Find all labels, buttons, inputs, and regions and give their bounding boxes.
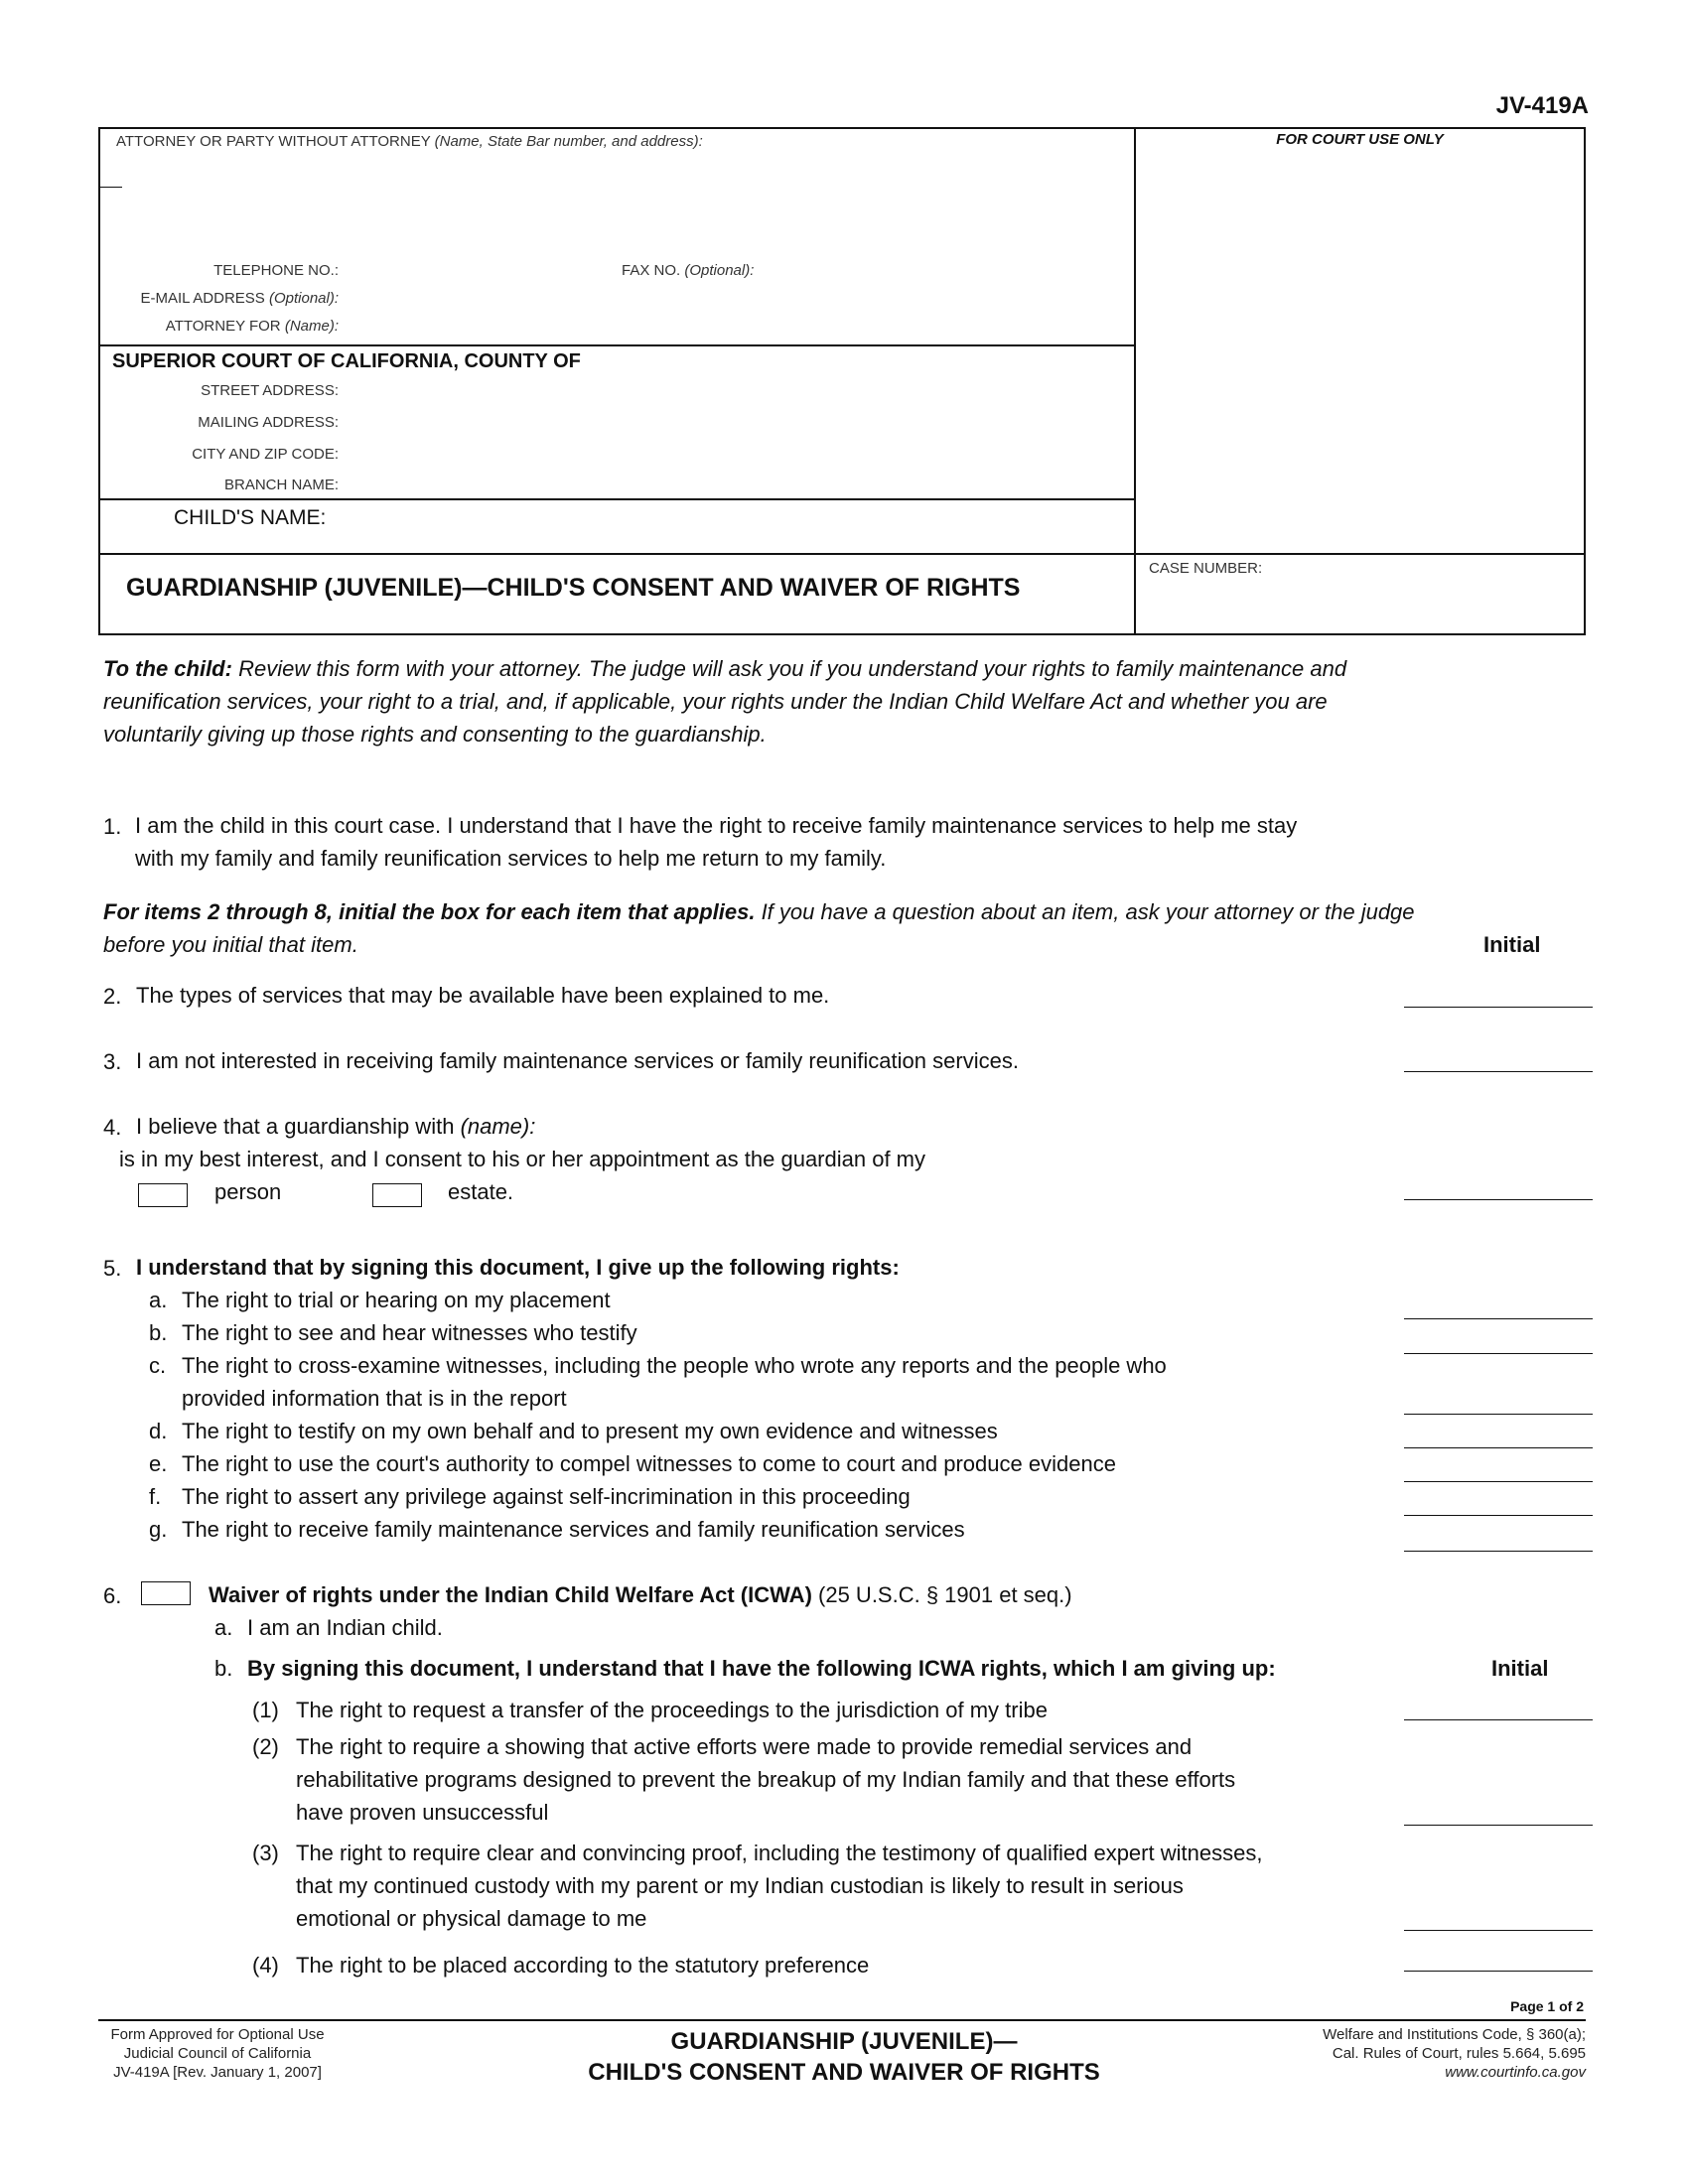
caption-box (98, 127, 1586, 635)
icwa-right-1-line-1: The right to request a transfer of the proceedings to the jurisdiction of my tribe (296, 1698, 1048, 1722)
right-a-text: The right to trial or hearing on my placement (182, 1288, 611, 1312)
page-number: Page 1 of 2 (1510, 1998, 1584, 2014)
icwa-right-1-initial-line[interactable] (1404, 1719, 1593, 1720)
icwa-b-letter: b. (214, 1656, 233, 1681)
right-g-text: The right to receive family maintenance services and family reunification services (182, 1517, 965, 1542)
right-g-initial-line[interactable] (1404, 1551, 1593, 1552)
icwa-right-3-line-3: emotional or physical damage to me (296, 1906, 647, 1931)
estate-option-label: estate. (448, 1179, 514, 1204)
branch-name-label: BRANCH NAME: (223, 477, 339, 493)
right-d-text: The right to testify on my own behalf and to present my own evidence and witnesses (182, 1419, 998, 1443)
item-5-heading: I understand that by signing this document, I give up the following rights: (136, 1255, 900, 1280)
item-1-number: 1. (103, 814, 122, 839)
city-zip-label: CITY AND ZIP CODE: (192, 446, 339, 463)
icwa-checkbox[interactable] (141, 1581, 191, 1605)
person-option-label: person (214, 1179, 282, 1204)
item-1-line-2: with my family and family reunification services to help me return to my family. (135, 846, 887, 871)
case-number-label: CASE NUMBER: (1149, 560, 1263, 577)
attorney-for-label: ATTORNEY FOR (Name): (165, 318, 339, 335)
right-b-text: The right to see and hear witnesses who testify (182, 1320, 637, 1345)
item-4-initial-line[interactable] (1404, 1199, 1593, 1200)
icwa-right-2-line-1: The right to require a showing that active efforts were made to provide remedial services and (296, 1734, 1193, 1759)
icwa-right-3-initial-line[interactable] (1404, 1930, 1593, 1931)
fax-label: FAX NO. (Optional): (622, 262, 755, 279)
item-2-text: The types of services that may be available have been explained to me. (136, 983, 830, 1008)
court-name: SUPERIOR COURT OF CALIFORNIA, COUNTY OF (112, 350, 581, 372)
footer-title: GUARDIANSHIP (JUVENILE)— CHILD'S CONSENT AND WAIVER OF RIGHTS (588, 2028, 1100, 2086)
icwa-right-2-number: (2) (252, 1734, 279, 1759)
right-a-letter: a. (149, 1288, 168, 1312)
instructions-line-2: before you initial that item. (103, 932, 358, 957)
footer-right-2: Cal. Rules of Court, rules 5.664, 5.695 (1332, 2045, 1586, 2062)
right-g-letter: g. (149, 1517, 168, 1542)
right-e-initial-line[interactable] (1404, 1481, 1593, 1482)
right-e-text: The right to use the court's authority to compel witnesses to come to court and produce evidence (182, 1451, 1116, 1476)
item-3-initial-line[interactable] (1404, 1071, 1593, 1072)
icwa-b-text: By signing this document, I understand that I have the following ICWA rights, which I am giving up: (247, 1656, 1276, 1681)
street-address-label: STREET ADDRESS: (201, 382, 339, 399)
icwa-right-3-line-2: that my continued custody with my parent or my Indian custodian is likely to result in serious (296, 1873, 1184, 1898)
icwa-right-3-number: (3) (252, 1841, 279, 1865)
icwa-right-4-line-1: The right to be placed according to the statutory preference (296, 1953, 870, 1978)
footer-rule (98, 2019, 1586, 2021)
right-c-text: The right to cross-examine witnesses, including the people who wrote any reports and the people who (182, 1353, 1167, 1378)
right-f-letter: f. (149, 1484, 162, 1509)
instructions-line-1: For items 2 through 8, initial the box for each item that applies. If you have a question about an item, ask your attorney or the judge (103, 899, 1415, 924)
telephone-label: TELEPHONE NO.: (213, 262, 339, 279)
intro-line-2: reunification services, your right to a trial, and, if applicable, your rights under the Indian Child Welfare Act and whether you are (103, 689, 1328, 714)
item-2-number: 2. (103, 984, 122, 1009)
form-number: JV-419A (1495, 92, 1589, 119)
item-6-number: 6. (103, 1583, 122, 1608)
icwa-right-4-initial-line[interactable] (1404, 1971, 1593, 1972)
icwa-initial-header: Initial (1491, 1656, 1549, 1681)
right-d-initial-line[interactable] (1404, 1447, 1593, 1448)
intro-line-3: voluntarily giving up those rights and consenting to the guardianship. (103, 722, 767, 747)
item-4-line-2: is in my best interest, and I consent to his or her appointment as the guardian of my (119, 1147, 925, 1171)
mailing-address-label: MAILING ADDRESS: (198, 414, 339, 431)
right-d-letter: d. (149, 1419, 168, 1443)
item-6-heading: Waiver of rights under the Indian Child Welfare Act (ICWA) (25 U.S.C. § 1901 et seq.) (209, 1582, 1072, 1607)
right-f-initial-line[interactable] (1404, 1515, 1593, 1516)
initial-header: Initial (1483, 932, 1541, 957)
person-checkbox[interactable] (138, 1183, 188, 1207)
email-label: E-MAIL ADDRESS (Optional): (140, 290, 339, 307)
right-c-letter: c. (149, 1353, 167, 1378)
item-4-number: 4. (103, 1115, 122, 1140)
icwa-right-2-line-3: have proven unsuccessful (296, 1800, 549, 1825)
right-c-initial-line[interactable] (1404, 1414, 1593, 1415)
attorney-entry-field[interactable] (100, 187, 122, 188)
icwa-right-2-line-2: rehabilitative programs designed to prevent the breakup of my Indian family and that these efforts (296, 1767, 1236, 1792)
icwa-right-1-number: (1) (252, 1698, 279, 1722)
right-a-initial-line[interactable] (1404, 1318, 1593, 1319)
right-b-letter: b. (149, 1320, 168, 1345)
estate-checkbox[interactable] (372, 1183, 422, 1207)
icwa-right-2-initial-line[interactable] (1404, 1825, 1593, 1826)
footer-left-2: Judicial Council of California (123, 2045, 312, 2062)
item-3-text: I am not interested in receiving family maintenance services or family reunification services. (136, 1048, 1019, 1073)
intro-line-1: To the child: Review this form with your attorney. The judge will ask you if you understand your rights to family maintenance and (103, 656, 1347, 681)
icwa-right-3-line-1: The right to require clear and convincing proof, including the testimony of qualified expert witnesses, (296, 1841, 1263, 1865)
item-2-initial-line[interactable] (1404, 1007, 1593, 1008)
footer-website: www.courtinfo.ca.gov (1445, 2064, 1586, 2081)
right-e-letter: e. (149, 1451, 168, 1476)
right-c-text-2: provided information that is in the report (182, 1386, 567, 1411)
item-4-line-1: I believe that a guardianship with (name): (136, 1114, 536, 1139)
footer-right-1: Welfare and Institutions Code, § 360(a); (1323, 2026, 1586, 2043)
court-use-label: FOR COURT USE ONLY (1276, 131, 1444, 148)
icwa-right-4-number: (4) (252, 1953, 279, 1978)
right-f-text: The right to assert any privilege against self-incrimination in this proceeding (182, 1484, 911, 1509)
footer-left-3: JV-419A [Rev. January 1, 2007] (113, 2064, 322, 2081)
form-title: GUARDIANSHIP (JUVENILE)—CHILD'S CONSENT AND WAIVER OF RIGHTS (126, 574, 1021, 602)
item-1-line-1: I am the child in this court case. I understand that I have the right to receive family maintenance services to help me stay (135, 813, 1298, 838)
item-3-number: 3. (103, 1049, 122, 1074)
footer-left-1: Form Approved for Optional Use (110, 2026, 325, 2043)
icwa-a-text: I am an Indian child. (247, 1615, 443, 1640)
childs-name-label: CHILD'S NAME: (174, 506, 327, 529)
icwa-a-letter: a. (214, 1615, 233, 1640)
right-b-initial-line[interactable] (1404, 1353, 1593, 1354)
item-5-number: 5. (103, 1256, 122, 1281)
attorney-label: ATTORNEY OR PARTY WITHOUT ATTORNEY (Name, State Bar number, and address): (116, 133, 703, 150)
